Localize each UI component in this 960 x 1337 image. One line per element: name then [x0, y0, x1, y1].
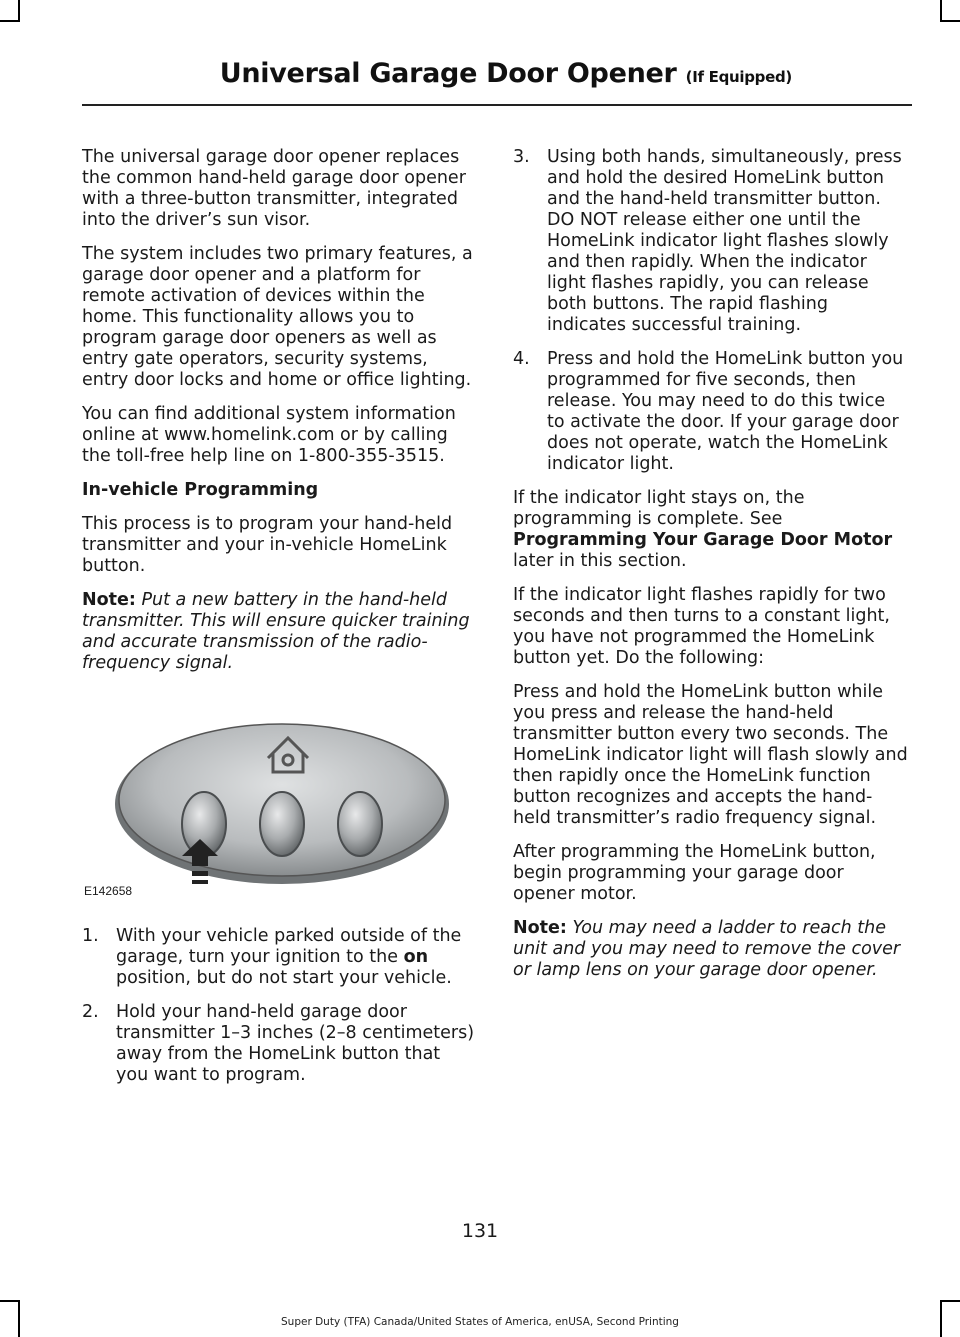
cross-reference: Programming Your Garage Door Motor: [513, 530, 893, 550]
page-number: 131: [461, 1220, 499, 1242]
crop-mark: [18, 0, 20, 22]
process-paragraph: This process is to program your hand-held transmitter and your in-vehicle HomeLink button.: [82, 514, 453, 576]
step-text: Press and hold the HomeLink button you programmed for five seconds, then release. You may need to do this twice to activate the door. If your garage door does not operate, watch the HomeLink indicator light.: [547, 349, 904, 474]
ignition-on-label: on: [403, 947, 429, 967]
crop-mark: [0, 1300, 20, 1302]
note-text: Put a new battery in the hand-held transmitter. This will ensure quicker training and accurate transmission of the radio-frequency signal.: [82, 590, 470, 673]
intro-paragraph: The universal garage door opener replaces the common hand-held garage door opener with a three-button transmitter, integrated into the driver’s sun visor.: [82, 147, 466, 230]
step-4: [513, 349, 908, 475]
section-heading: In-vehicle Programming: [82, 480, 319, 500]
ladder-note: [513, 918, 908, 981]
step-2: [82, 1002, 477, 1086]
homelink-button-2[interactable]: [260, 792, 304, 856]
step-3: [513, 147, 908, 336]
step-text: Using both hands, simultaneously, press and hold the desired HomeLink button and the hand-held transmitter button. DO NOT release either one until the HomeLink indicator light flashes slowly and then rapidly. When the indicator light flashes rapidly, you can release both buttons. The rapid flashing indicates successful training.: [547, 147, 902, 335]
footer-text: Super Duty (TFA) Canada/United States of America, enUSA, Second Printing: [281, 1316, 679, 1328]
page-title-subtitle: (If Equipped): [685, 68, 792, 86]
crop-mark: [940, 0, 942, 22]
indicator-on-paragraph: [513, 488, 908, 572]
step-1: [82, 926, 477, 989]
features-paragraph: The system includes two primary features, a garage door opener and a platform for remote activation of devices within the home. This functionality allows you to program garage door openers as well as entry gate operators, security systems, entry door locks and home or office lighting.: [82, 244, 473, 390]
info-paragraph: You can find additional system information online at www.homelink.com or by calling the toll-free help line on 1-800-355-3515.: [82, 404, 456, 466]
step-text: [116, 926, 477, 989]
crop-mark: [0, 20, 20, 22]
step-text-part: position, but do not start your vehicle.: [116, 968, 452, 988]
note-label: Note:: [513, 918, 567, 938]
paragraph-part: later in this section.: [513, 551, 687, 571]
left-column: [82, 147, 477, 1099]
page-title-text: Universal Garage Door Opener: [219, 58, 677, 89]
figure-code: E142658: [84, 884, 133, 898]
crop-mark: [940, 1300, 960, 1302]
note-label: Note:: [82, 590, 136, 610]
header-rule: [82, 104, 912, 106]
page-title: [220, 58, 792, 89]
step-number: 4.: [513, 349, 530, 369]
after-programming-paragraph: After programming the HomeLink button, begin programming your garage door opener motor.: [513, 842, 876, 904]
right-column: [513, 147, 908, 994]
paragraph-part: If the indicator light stays on, the programming is complete. See: [513, 488, 805, 529]
step-number: 2.: [82, 1002, 99, 1022]
step-text-part: With your vehicle parked outside of the garage, turn your ignition to the: [116, 926, 462, 967]
battery-note: [82, 590, 477, 674]
step-number: 3.: [513, 147, 530, 167]
indicator-flash-paragraph: If the indicator light flashes rapidly for two seconds and then turns to a constant light, you have not programmed the HomeLink button yet. Do the following:: [513, 585, 890, 668]
transmitter-figure: [82, 696, 477, 906]
note-text: You may need a ladder to reach the unit and you may need to remove the cover or lamp lens on your garage door opener.: [513, 918, 901, 980]
crop-mark: [940, 20, 960, 22]
step-text: Hold your hand-held garage door transmitter 1–3 inches (2–8 centimeters) away from the HomeLink button that you want to program.: [116, 1002, 475, 1085]
step-number: 1.: [82, 926, 99, 946]
homelink-button-3[interactable]: [338, 792, 382, 856]
press-hold-paragraph: Press and hold the HomeLink button while you press and release the hand-held transmitter button every two seconds. The HomeLink indicator light will flash slowly and then rapidly once the HomeLink function button recognizes and accepts the hand-held transmitter’s radio frequency signal.: [513, 682, 908, 828]
transmitter-illustration: [82, 696, 477, 906]
